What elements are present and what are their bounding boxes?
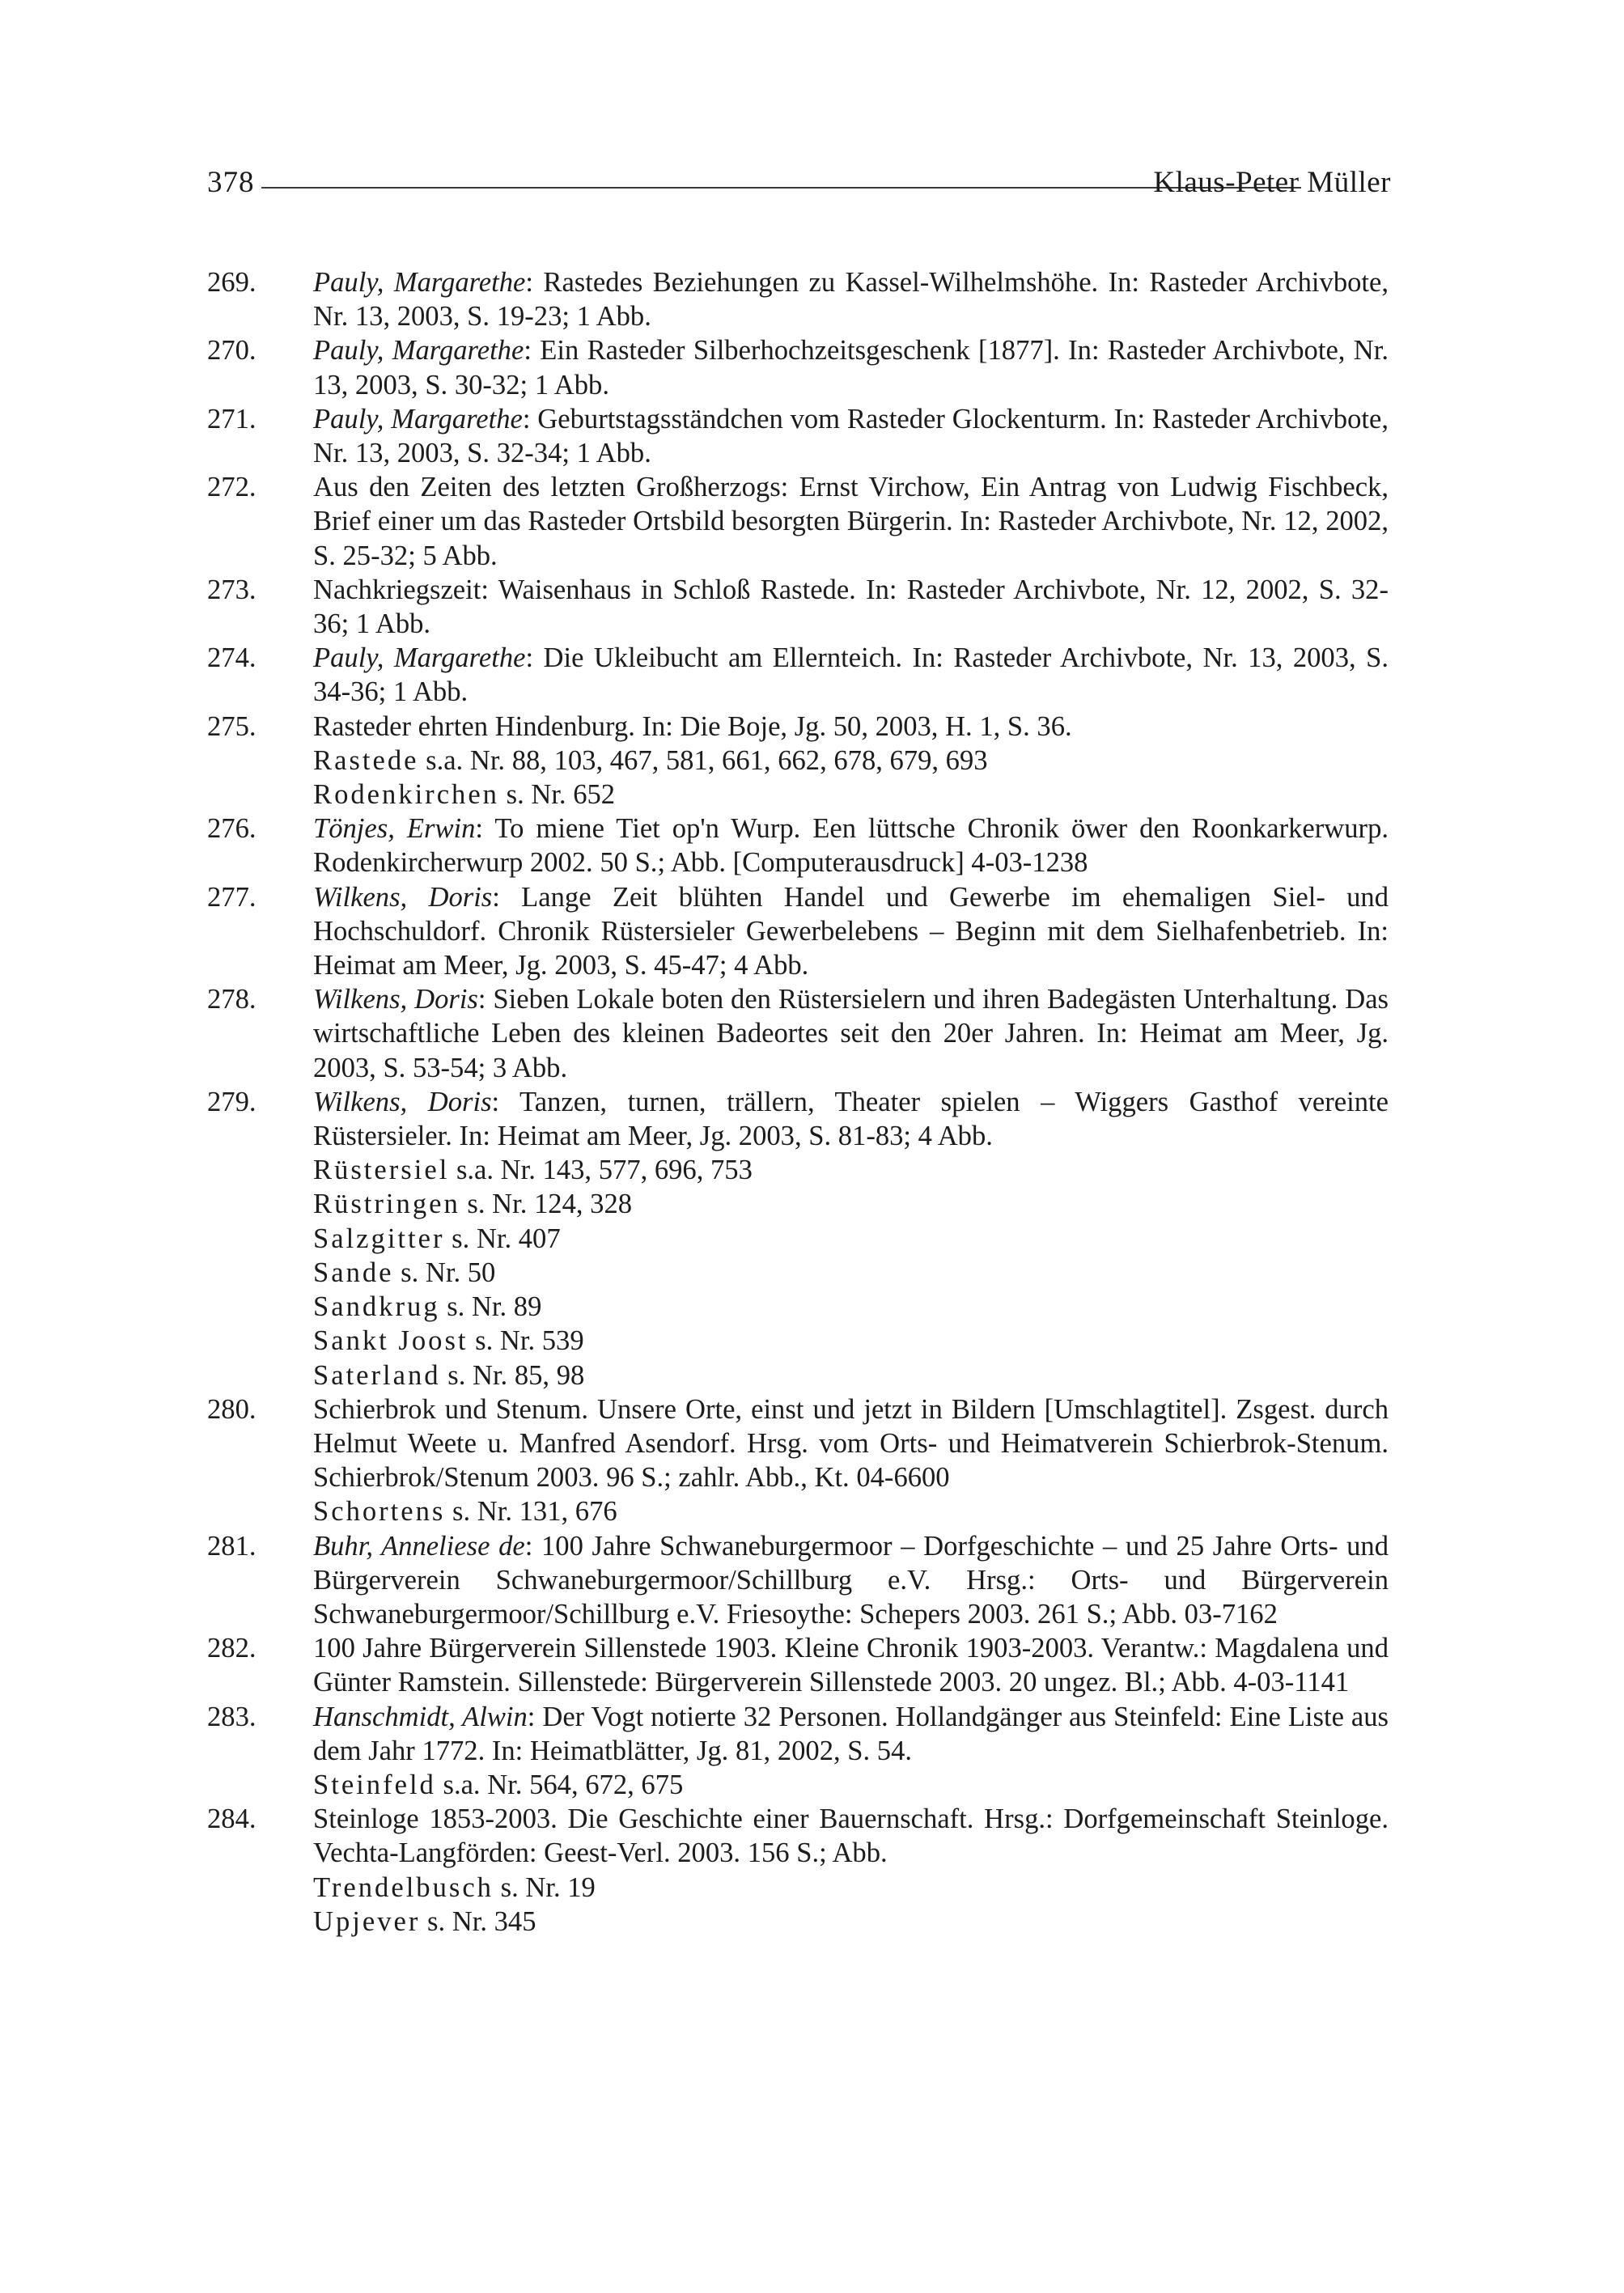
place-reference — [207, 1871, 1389, 1905]
entry-number: 274. — [207, 642, 257, 674]
entry-text: : 100 Jahre Schwaneburgermoor – Dorfgeschichte – und 25 Jahre Orts- und Bürgerverein Schwaneburgermoor/Schillburg e.V. Hrsg.: Orts- und Bürgerverein Schwaneburgermoor/Schillburg e.V. Friesoythe: Schepers 2003. 261 S.; Abb. 03-7162 — [313, 1530, 1389, 1630]
entry-number: 271. — [207, 403, 257, 434]
entry-text: : Lange Zeit blühten Handel und Gewerbe im ehemaligen Siel- und Hochschuldorf. Chronik Rüstersieler Gewerbelebens – Beginn mit dem Sielhafenbetrieb. In: Heimat am Meer, Jg. 2003, S. 45-47; 4 Abb. — [313, 881, 1389, 981]
reference-text: s. Nr. 131, 676 — [445, 1496, 617, 1528]
entry-text: Schierbrok und Stenum. Unsere Orte, einst und jetzt in Bildern [Umschlagtitel]. Zsgest. durch Helmut Weete u. Manfred Asendorf. Hrsg. vom Orts- und Heimatverein Schierbrok-Stenum. Schierbrok/Stenum 2003. 96 S.; zahlr. Abb., Kt. 04-6600 — [313, 1393, 1389, 1494]
reference-text: s. Nr. 345 — [420, 1905, 536, 1937]
entry-author: Wilkens, Doris — [313, 881, 493, 913]
bibliography-entry — [207, 1529, 1389, 1632]
place-reference — [207, 744, 1389, 778]
place-reference — [207, 1358, 1389, 1392]
place-name: Sande — [313, 1257, 394, 1288]
entry-text: : Die Ukleibucht am Ellernteich. In: Rasteder Archivbote, Nr. 13, 2003, S. 34-36; 1 Abb. — [313, 642, 1389, 708]
place-reference — [207, 1153, 1389, 1187]
entry-number: 278. — [207, 984, 257, 1015]
reference-text: s. Nr. 539 — [468, 1325, 584, 1357]
entry-number: 281. — [207, 1530, 257, 1562]
entry-number: 275. — [207, 710, 257, 742]
place-name: Steinfeld — [313, 1769, 436, 1800]
bibliography-entry — [207, 1631, 1389, 1699]
entry-text: : Sieben Lokale boten den Rüstersielern und ihren Badegästen Unterhaltung. Das wirtschaftliche Leben des kleinen Badeortes seit den 20er Jahren. In: Heimat am Meer, Jg. 2003, S. 53-54; 3 Abb. — [313, 984, 1389, 1083]
entry-number: 279. — [207, 1086, 257, 1117]
entry-number: 273. — [207, 574, 257, 605]
page-header — [207, 162, 1391, 210]
entry-author: Buhr, Anneliese de — [313, 1530, 525, 1562]
bibliography-entry — [207, 812, 1389, 879]
place-reference — [207, 1494, 1389, 1528]
entry-text: Steinloge 1853-2003. Die Geschichte einer Bauernschaft. Hrsg.: Dorfgemeinschaft Steinloge. Vechta-Langförden: Geest-Verl. 2003. 156 S.; Abb. — [313, 1803, 1389, 1869]
reference-text: s.a. Nr. 88, 103, 467, 581, 661, 662, 678, 679, 693 — [418, 744, 988, 776]
bibliography-entry — [207, 641, 1389, 709]
place-reference — [207, 1324, 1389, 1358]
entry-author: Wilkens, Doris — [313, 984, 478, 1015]
place-name: Sandkrug — [313, 1291, 440, 1323]
place-reference — [207, 1256, 1389, 1290]
entry-text: : Rastedes Beziehungen zu Kassel-Wilhelmshöhe. In: Rasteder Archivbote, Nr. 13, 2003, S. 19-23; 1 Abb. — [313, 267, 1389, 333]
entry-text: : Der Vogt notierte 32 Personen. Hollandgänger aus Steinfeld: Eine Liste aus dem Jahr 1772. In: Heimatblätter, Jg. 81, 2002, S. 54. — [313, 1701, 1389, 1766]
entry-text: : Tanzen, turnen, trällern, Theater spielen – Wiggers Gasthof vereinte Rüstersieler. In: Heimat am Meer, Jg. 2003, S. 81-83; 4 Abb. — [313, 1086, 1389, 1152]
entry-text: : To miene Tiet op'n Wurp. Een lüttsche Chronik öwer den Roonkarkerwurp. Rodenkircherwurp 2002. 50 S.; Abb. [Computerausdruck] 4-03-1238 — [313, 813, 1389, 879]
bibliography-entry — [207, 333, 1389, 401]
bibliography-entry — [207, 1802, 1389, 1870]
page-number: 378 — [207, 166, 255, 199]
reference-text: s. Nr. 19 — [493, 1871, 596, 1903]
place-name: Rodenkirchen — [313, 779, 499, 811]
reference-text: s. Nr. 124, 328 — [460, 1189, 633, 1220]
bibliography-entry — [207, 402, 1389, 470]
place-name: Saterland — [313, 1359, 441, 1391]
entry-number: 280. — [207, 1393, 257, 1425]
place-reference — [207, 1187, 1389, 1221]
entry-author: Hanschmidt, Alwin — [313, 1701, 528, 1732]
place-reference — [207, 1290, 1389, 1324]
entry-text: Aus den Zeiten des letzten Großherzogs: Ernst Virchow, Ein Antrag von Ludwig Fischbeck, Brief einer um das Rasteder Ortsbild besorgten Bürgerin. In: Rasteder Archivbote, Nr. 12, 2002, S. 25-32; 5 Abb. — [313, 472, 1389, 571]
entry-author: Pauly, Margarethe — [313, 267, 526, 298]
entry-text: : Geburtstagsständchen vom Rasteder Glockenturm. In: Rasteder Archivbote, Nr. 13, 2003, S. 32-34; 1 Abb. — [313, 403, 1389, 469]
reference-text: s. Nr. 50 — [393, 1257, 496, 1288]
place-name: Rastede — [313, 744, 419, 776]
entry-number: 270. — [207, 335, 257, 367]
place-reference — [207, 778, 1389, 812]
bibliography-entry — [207, 982, 1389, 1085]
entry-text: : Ein Rasteder Silberhochzeitsgeschenk [1877]. In: Rasteder Archivbote, Nr. 13, 2003, S. 30-32; 1 Abb. — [313, 335, 1389, 401]
place-name: Rüstersiel — [313, 1155, 450, 1186]
reference-text: s.a. Nr. 564, 672, 675 — [435, 1769, 684, 1800]
entry-author: Pauly, Margarethe — [313, 403, 523, 434]
entry-number: 282. — [207, 1633, 257, 1664]
bibliography-entry — [207, 470, 1389, 573]
reference-text: s. Nr. 652 — [498, 779, 616, 811]
entry-number: 277. — [207, 881, 257, 913]
place-reference — [207, 1222, 1389, 1256]
bibliography-entry — [207, 1392, 1389, 1495]
running-head: Klaus-Peter Müller — [1153, 166, 1391, 199]
bibliography-list — [207, 265, 1389, 1939]
entry-author: Wilkens, Doris — [313, 1086, 492, 1117]
entry-author: Pauly, Margarethe — [313, 335, 524, 367]
place-name: Sankt Joost — [313, 1325, 469, 1357]
place-name: Upjever — [313, 1905, 421, 1937]
entry-number: 283. — [207, 1701, 257, 1732]
place-name: Salzgitter — [313, 1223, 445, 1254]
header-rule — [261, 187, 1301, 189]
place-name: Rüstringen — [313, 1189, 460, 1220]
entry-text: Rasteder ehrten Hindenburg. In: Die Boje, Jg. 50, 2003, H. 1, S. 36. — [313, 710, 1072, 742]
reference-text: s. Nr. 407 — [444, 1223, 561, 1254]
reference-text: s. Nr. 89 — [439, 1291, 542, 1323]
entry-text: 100 Jahre Bürgerverein Sillenstede 1903. Kleine Chronik 1903-2003. Verantw.: Magdalena und Günter Ramstein. Sillenstede: Bürgerverein Sillenstede 2003. 20 ungez. Bl.; Abb. 4-03-1141 — [313, 1633, 1389, 1698]
bibliography-entry — [207, 573, 1389, 641]
place-name: Schortens — [313, 1496, 446, 1528]
entry-number: 284. — [207, 1803, 257, 1835]
entry-author: Tönjes, Erwin — [313, 813, 476, 845]
entry-number: 269. — [207, 267, 257, 298]
place-name: Trendelbusch — [313, 1871, 494, 1903]
bibliography-entry — [207, 710, 1389, 744]
place-reference — [207, 1768, 1389, 1802]
bibliography-entry — [207, 880, 1389, 983]
place-reference — [207, 1905, 1389, 1939]
entry-number: 272. — [207, 472, 257, 503]
entry-author: Pauly, Margarethe — [313, 642, 526, 674]
reference-text: s. Nr. 85, 98 — [440, 1359, 585, 1391]
bibliography-entry — [207, 1700, 1389, 1768]
entry-number: 276. — [207, 813, 257, 845]
entry-text: Nachkriegszeit: Waisenhaus in Schloß Rastede. In: Rasteder Archivbote, Nr. 12, 2002, S. 32-36; 1 Abb. — [313, 574, 1389, 640]
reference-text: s.a. Nr. 143, 577, 696, 753 — [449, 1155, 753, 1186]
bibliography-entry — [207, 265, 1389, 333]
bibliography-entry — [207, 1085, 1389, 1153]
